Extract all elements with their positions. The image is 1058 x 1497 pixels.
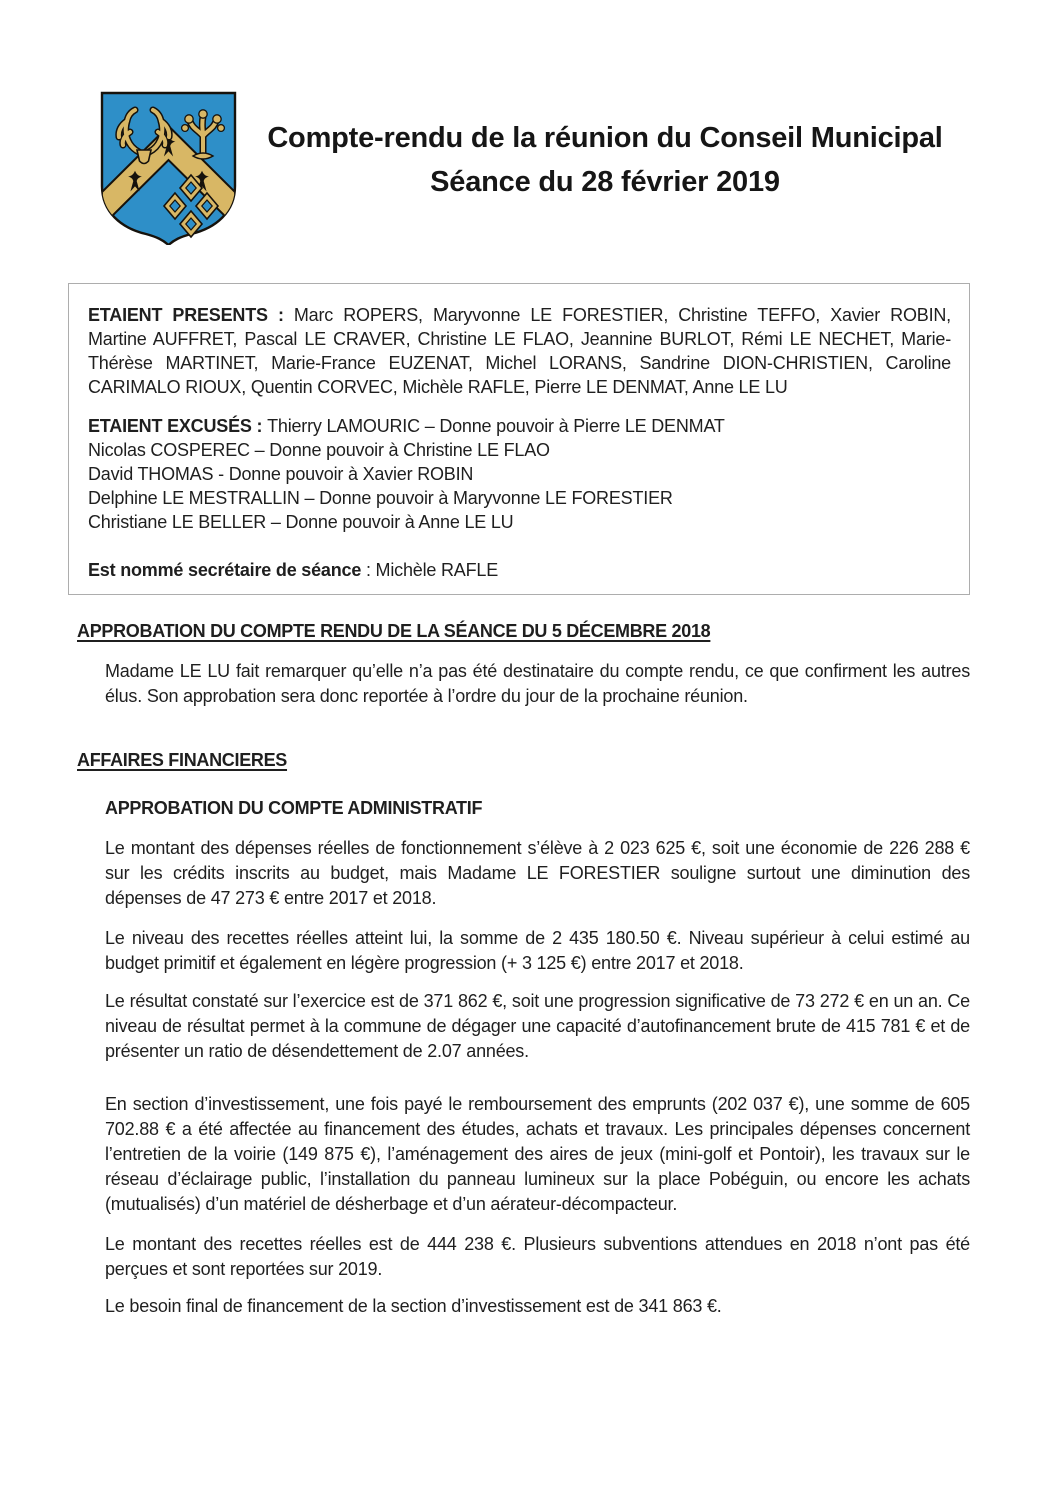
- excuses-paragraph: [88, 414, 951, 534]
- paragraph-recettes-investissement: Le montant des recettes réelles est de 444 238 €. Plusieurs subventions attendues en 2018 n’ont pas été perçues et sont reportées sur 2019.: [105, 1234, 970, 1279]
- paragraph-resultat: Le résultat constaté sur l’exercice est de 371 862 €, soit une progression significative de 73 272 € en un an. Ce niveau de résultat permet à la commune de dégager une capacité d’autofinancement brute de 415 781 € et de présenter un ratio de désendettement de 2.07 années.: [105, 991, 970, 1061]
- paragraph-recettes: Le niveau des recettes réelles atteint lui, la somme de 2 435 180.50 €. Niveau supérieur à celui estimé au budget primitif et également en légère progression (+ 3 125 €) entre 2017 et 2018.: [105, 928, 970, 973]
- presents-label: ETAIENT PRESENTS :: [88, 305, 294, 325]
- excuses-line: Nicolas COSPEREC – Donne pouvoir à Christine LE FLAO: [88, 440, 550, 460]
- paragraph-compte-rendu: Madame LE LU fait remarquer qu’elle n’a pas été destinataire du compte rendu, ce que confirment les autres élus. Son approbation sera donc reportée à l’ordre du jour de la prochaine réunion.: [105, 661, 970, 706]
- municipal-crest-icon: [97, 88, 240, 245]
- excuses-line: Christiane LE BELLER – Donne pouvoir à Anne LE LU: [88, 512, 514, 532]
- subsection-heading-compte-administratif: APPROBATION DU COMPTE ADMINISTRATIF: [105, 798, 483, 818]
- section-heading-compte-rendu: APPROBATION DU COMPTE RENDU DE LA SÉANCE DU 5 DÉCEMBRE 2018: [77, 621, 711, 641]
- title-line-2: Séance du 28 février 2019: [430, 166, 780, 198]
- title-line-1: Compte-rendu de la réunion du Conseil Municipal: [267, 122, 943, 154]
- presents-names: Marc ROPERS, Maryvonne LE FORESTIER, Christine TEFFO, Xavier ROBIN, Martine AUFFRET, Pascal LE CRAVER, Christine LE FLAO, Jeannine BURLOT, Rémi LE NECHET, Marie-Thérèse MARTINET, Marie-France EUZENAT, Michel LORANS, Sandrine DION-CHRISTIEN, Caroline CARIMALO RIOUX, Quentin CORVEC, Michèle RAFLE, Pierre LE DENMAT, Anne LE LU: [88, 305, 951, 397]
- secretary-label: Est nommé secrétaire de séance: [88, 560, 362, 580]
- excuses-label: ETAIENT EXCUSÉS :: [88, 416, 268, 436]
- secretary-line: [88, 558, 951, 582]
- document-title: [240, 116, 970, 204]
- paragraph-depenses: Le montant des dépenses réelles de fonctionnement s’élève à 2 023 625 €, soit une économie de 226 288 € sur les crédits inscrits au budget, mais Madame LE FORESTIER souligne surtout une diminution des dépenses de 47 273 € entre 2017 et 2018.: [105, 838, 970, 908]
- section-heading-affaires-financieres: AFFAIRES FINANCIERES: [77, 750, 288, 770]
- excuses-line: Delphine LE MESTRALLIN – Donne pouvoir à Maryvonne LE FORESTIER: [88, 488, 673, 508]
- presents-paragraph: [88, 303, 951, 399]
- excuses-line: David THOMAS - Donne pouvoir à Xavier ROBIN: [88, 464, 474, 484]
- secretary-value: : Michèle RAFLE: [361, 560, 499, 580]
- paragraph-besoin-financement: Le besoin final de financement de la section d’investissement est de 341 863 €.: [105, 1296, 722, 1316]
- attendees-box: [68, 283, 970, 595]
- document-body: [77, 620, 970, 1319]
- paragraph-investissement: En section d’investissement, une fois payé le remboursement des emprunts (202 037 €), une somme de 605 702.88 € a été affectée au financement des études, achats et travaux. Les principales dépenses concernent l’entretien de la voirie (149 875 €), l’aménagement des aires de jeux (mini-golf et Pontoir), les travaux sur le réseau d’éclairage public, l’installation du panneau lumineux sur la place Pobéguin, ou encore les achats (mutualisés) d’un matériel de désherbage et d’un aérateur-décompacteur.: [105, 1094, 970, 1214]
- excuses-line: Thierry LAMOURIC – Donne pouvoir à Pierre LE DENMAT: [267, 416, 725, 436]
